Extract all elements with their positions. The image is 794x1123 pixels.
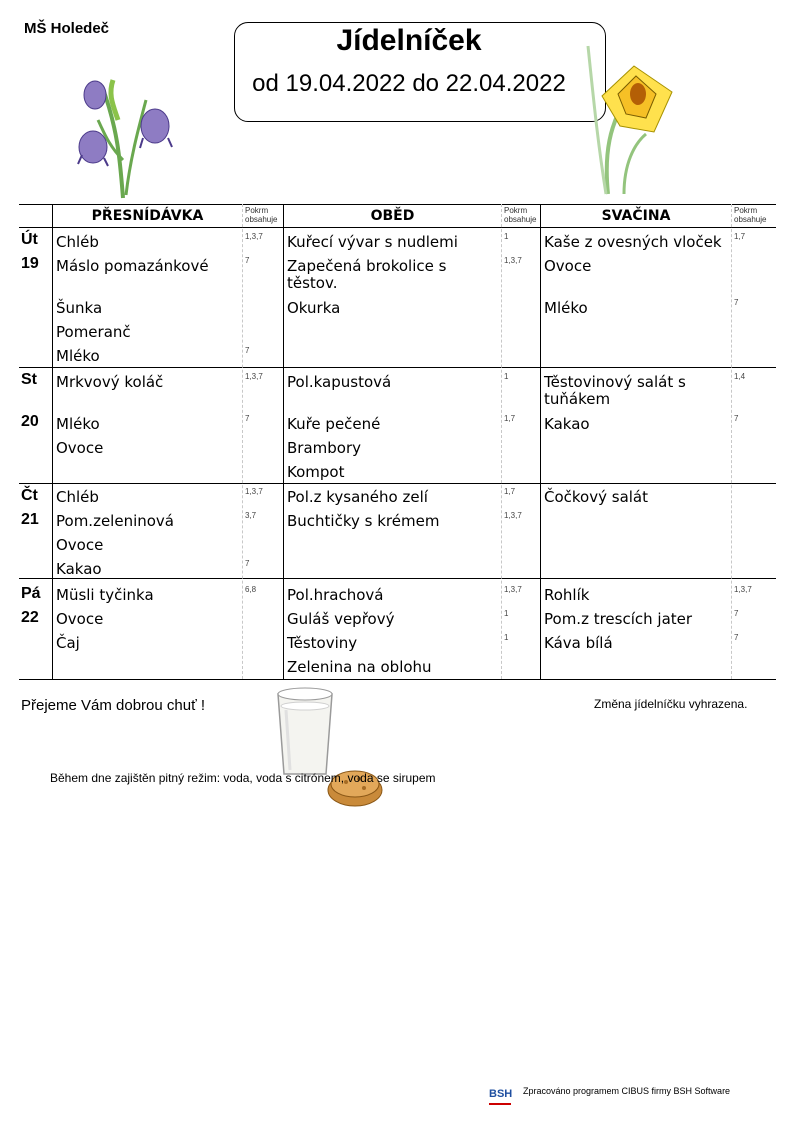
- breakfast-item: Šunka: [56, 299, 103, 317]
- allergen-code: 3,7: [245, 511, 257, 520]
- column-divider: [283, 204, 284, 679]
- row-divider: [19, 483, 776, 484]
- day-number: 22: [21, 609, 39, 626]
- allergen-header: Pokrm obsahuje: [504, 206, 537, 224]
- snack-item: Káva bílá: [544, 634, 613, 652]
- allergen-divider: [242, 204, 243, 679]
- allergen-code: 1,3,7: [734, 585, 752, 594]
- breakfast-item: Máslo pomazánkové: [56, 257, 209, 275]
- page-title: Jídelníček: [336, 24, 482, 57]
- breakfast-item: Ovoce: [56, 610, 104, 628]
- day-name: St: [21, 371, 37, 388]
- snack-item: Těstovinový salát s tuňákem: [544, 373, 686, 408]
- breakfast-item: Ovoce: [56, 536, 104, 554]
- row-divider: [19, 578, 776, 579]
- snack-item: Rohlík: [544, 586, 590, 604]
- date-range: od 19.04.2022 do 22.04.2022: [252, 70, 566, 97]
- allergen-code: 1,4: [734, 372, 746, 381]
- lunch-item: Kuře pečené: [287, 415, 381, 433]
- breakfast-item: Mléko: [56, 347, 100, 365]
- column-header-lunch: OBĚD: [370, 208, 415, 224]
- lunch-item: Těstoviny: [287, 634, 358, 652]
- day-name: Út: [21, 231, 38, 248]
- breakfast-item: Chléb: [56, 488, 99, 506]
- lunch-item: Kuřecí vývar s nudlemi: [287, 233, 458, 251]
- lunch-item: Okurka: [287, 299, 341, 317]
- allergen-code: 1,7: [734, 232, 746, 241]
- breakfast-item: Čaj: [56, 634, 80, 652]
- snack-item: Ovoce: [544, 257, 592, 275]
- daffodil-flower-image: [584, 44, 684, 200]
- lunch-item: Pol.hrachová: [287, 586, 384, 604]
- allergen-code: 1,3,7: [245, 487, 263, 496]
- lunch-item: Kompot: [287, 463, 345, 481]
- allergen-code: 1: [504, 633, 509, 642]
- day-number: 20: [21, 413, 39, 430]
- bsh-logo: BSH: [489, 1082, 517, 1104]
- lunch-item: Zapečená brokolice s těstov.: [287, 257, 447, 292]
- lunch-item: Pol.kapustová: [287, 373, 392, 391]
- school-name: MŠ Holedeč: [24, 20, 110, 37]
- allergen-code: 1,7: [504, 414, 516, 423]
- menu-change-note: Změna jídelníčku vyhrazena.: [594, 697, 748, 711]
- breakfast-item: Kakao: [56, 560, 102, 578]
- day-number: 19: [21, 255, 39, 272]
- allergen-code: 1,3,7: [504, 585, 522, 594]
- day-name: Čt: [21, 487, 38, 504]
- allergen-code: 1: [504, 609, 509, 618]
- allergen-code: 7: [734, 633, 739, 642]
- snack-item: Kaše z ovesných vloček: [544, 233, 722, 251]
- column-divider: [540, 204, 541, 679]
- allergen-code: 1,7: [504, 487, 516, 496]
- breakfast-item: Ovoce: [56, 439, 104, 457]
- breakfast-item: Pomeranč: [56, 323, 131, 341]
- allergen-code: 7: [734, 414, 739, 423]
- lunch-item: Pol.z kysaného zelí: [287, 488, 428, 506]
- allergen-divider: [501, 204, 502, 679]
- snack-item: Mléko: [544, 299, 588, 317]
- allergen-code: 1: [504, 372, 509, 381]
- table-bottom-border: [19, 679, 776, 680]
- allergen-code: 7: [245, 414, 250, 423]
- snack-item: Kakao: [544, 415, 590, 433]
- allergen-code: 1,3,7: [245, 372, 263, 381]
- snack-item: Pom.z trescích jater: [544, 610, 693, 628]
- allergen-header: Pokrm obsahuje: [734, 206, 767, 224]
- lunch-item: Buchtičky s krémem: [287, 512, 440, 530]
- column-header-breakfast: PŘESNÍDÁVKA: [91, 208, 204, 224]
- row-divider: [19, 367, 776, 368]
- allergen-code: 1: [504, 232, 509, 241]
- column-header-snack: SVAČINA: [601, 208, 671, 224]
- allergen-code: 7: [245, 256, 250, 265]
- bluebell-flower-image: [68, 60, 178, 200]
- allergen-divider: [731, 204, 732, 679]
- table-top-border: [19, 204, 776, 205]
- allergen-header: Pokrm obsahuje: [245, 206, 278, 224]
- credits-text: Zpracováno programem CIBUS firmy BSH Software: [523, 1086, 731, 1096]
- breakfast-item: Mléko: [56, 415, 100, 433]
- column-divider: [52, 204, 53, 679]
- day-name: Pá: [21, 585, 41, 602]
- bon-appetit-text: Přejeme Vám dobrou chuť !: [21, 697, 206, 714]
- day-number: 21: [21, 511, 39, 528]
- allergen-code: 6,8: [245, 585, 257, 594]
- breakfast-item: Mrkvový koláč: [56, 373, 164, 391]
- lunch-item: Brambory: [287, 439, 362, 457]
- allergen-code: 7: [245, 346, 250, 355]
- allergen-code: 7: [245, 559, 250, 568]
- lunch-item: Zelenina na oblohu: [287, 658, 432, 676]
- allergen-code: 1,3,7: [245, 232, 263, 241]
- table-header-border: [19, 227, 776, 228]
- lunch-item: Guláš vepřový: [287, 610, 395, 628]
- breakfast-item: Pom.zeleninová: [56, 512, 174, 530]
- allergen-code: 7: [734, 298, 739, 307]
- allergen-code: 1,3,7: [504, 511, 522, 520]
- breakfast-item: Müsli tyčinka: [56, 586, 154, 604]
- drinking-regime-text: Během dne zajištěn pitný režim: voda, voda s citrónem, voda se sirupem: [50, 771, 436, 785]
- breakfast-item: Chléb: [56, 233, 99, 251]
- snack-item: Čočkový salát: [544, 488, 648, 506]
- allergen-code: 1,3,7: [504, 256, 522, 265]
- allergen-code: 7: [734, 609, 739, 618]
